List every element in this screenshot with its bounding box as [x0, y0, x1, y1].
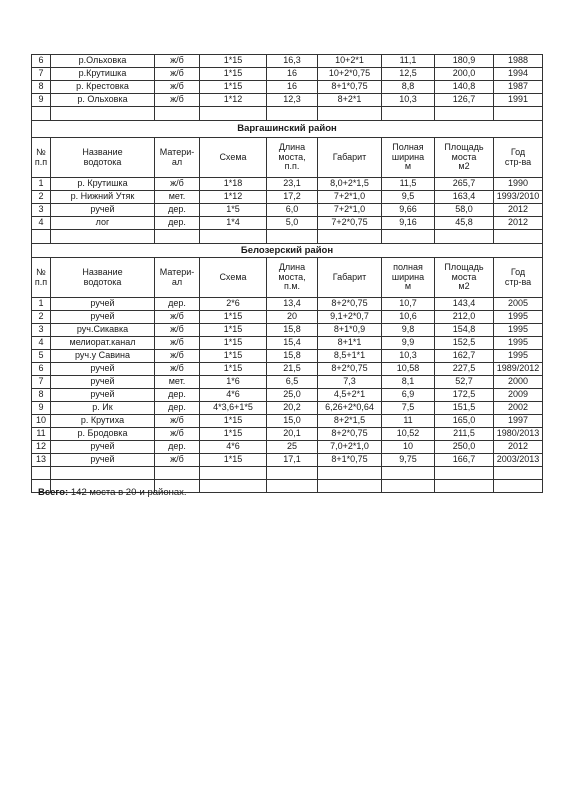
table-row: [32, 204, 543, 217]
table-cell: 227,5: [435, 363, 494, 376]
table-cell: 8,8: [382, 81, 435, 94]
table-cell: 1*15: [200, 324, 267, 337]
table-cell: 1*15: [200, 311, 267, 324]
table-cell: дер.: [155, 402, 200, 415]
table-cell: 8+2*0,75: [318, 428, 382, 441]
table-cell: 165,0: [435, 415, 494, 428]
column-header: Длина моста, п.м.: [267, 258, 318, 298]
table-cell: 3: [32, 324, 51, 337]
table-cell: ручей: [51, 441, 155, 454]
table-cell: 8+2*1,5: [318, 415, 382, 428]
table-cell: 2002: [494, 402, 543, 415]
table-cell: 1990: [494, 178, 543, 191]
empty-cell: [155, 230, 200, 244]
table-cell: 212,0: [435, 311, 494, 324]
table-cell: 15,4: [267, 337, 318, 350]
table-cell: 7+2*1,0: [318, 204, 382, 217]
table-cell: 265,7: [435, 178, 494, 191]
table-cell: ручей: [51, 376, 155, 389]
table-cell: 17,1: [267, 454, 318, 467]
column-header: № п.п: [32, 258, 51, 298]
empty-cell: [494, 107, 543, 121]
table-cell: 11: [382, 415, 435, 428]
table-row: [32, 191, 543, 204]
empty-cell: [32, 107, 51, 121]
table-cell: 8,1: [382, 376, 435, 389]
table-cell: 1*15: [200, 350, 267, 363]
empty-cell: [155, 107, 200, 121]
table-cell: 2: [32, 311, 51, 324]
table-cell: 4,5+2*1: [318, 389, 382, 402]
column-header: Название водотока: [51, 258, 155, 298]
table-cell: дер.: [155, 389, 200, 402]
section-title: Белозерский район: [32, 244, 543, 258]
table-cell: мет.: [155, 376, 200, 389]
table-cell: 7: [32, 376, 51, 389]
table-cell: 1*15: [200, 337, 267, 350]
table-cell: 5: [32, 350, 51, 363]
empty-row: [32, 230, 543, 244]
table-cell: 16,3: [267, 55, 318, 68]
table-cell: 10+2*1: [318, 55, 382, 68]
header-row: [32, 258, 543, 298]
table-cell: ж/б: [155, 94, 200, 107]
table-cell: 180,9: [435, 55, 494, 68]
column-header: Габарит: [318, 138, 382, 178]
column-header: Габарит: [318, 258, 382, 298]
table-cell: 8,5+1*1: [318, 350, 382, 363]
bridges-table: [31, 54, 543, 493]
table-cell: 20,1: [267, 428, 318, 441]
table-cell: 15,8: [267, 350, 318, 363]
empty-cell: [51, 230, 155, 244]
table-cell: р. Крестовка: [51, 81, 155, 94]
table-cell: 10,7: [382, 298, 435, 311]
table-cell: 3: [32, 204, 51, 217]
empty-cell: [494, 480, 543, 493]
table-cell: 1*15: [200, 363, 267, 376]
table-cell: ручей: [51, 454, 155, 467]
section-title-row: [32, 121, 543, 138]
table-cell: 25,0: [267, 389, 318, 402]
table-cell: дер.: [155, 298, 200, 311]
empty-cell: [435, 107, 494, 121]
table-row: [32, 402, 543, 415]
table-cell: 23,1: [267, 178, 318, 191]
table-cell: 1994: [494, 68, 543, 81]
empty-cell: [318, 107, 382, 121]
empty-cell: [382, 107, 435, 121]
table-cell: 1993/2010: [494, 191, 543, 204]
table-cell: 1991: [494, 94, 543, 107]
empty-cell: [32, 230, 51, 244]
table-row: [32, 298, 543, 311]
table-cell: 9,5: [382, 191, 435, 204]
table-cell: 126,7: [435, 94, 494, 107]
table-cell: 20: [267, 311, 318, 324]
table-cell: руч.Сикавка: [51, 324, 155, 337]
table-cell: 1995: [494, 311, 543, 324]
empty-cell: [435, 230, 494, 244]
table-cell: 163,4: [435, 191, 494, 204]
table-cell: 6: [32, 363, 51, 376]
table-cell: 8+2*0,75: [318, 363, 382, 376]
column-header: № п.п: [32, 138, 51, 178]
table-cell: дер.: [155, 441, 200, 454]
table-cell: 6: [32, 55, 51, 68]
table-cell: 1*15: [200, 454, 267, 467]
table-cell: 8,0+2*1,5: [318, 178, 382, 191]
column-header: Матери- ал: [155, 258, 200, 298]
column-header: Полная ширина м: [382, 138, 435, 178]
table-row: [32, 68, 543, 81]
table-cell: 162,7: [435, 350, 494, 363]
table-row: [32, 363, 543, 376]
table-cell: р. Крутиха: [51, 415, 155, 428]
table-cell: 6,26+2*0,64: [318, 402, 382, 415]
table-cell: 154,8: [435, 324, 494, 337]
section-title: Варгашинский район: [32, 121, 543, 138]
table-row: [32, 94, 543, 107]
table-cell: 140,8: [435, 81, 494, 94]
table-row: [32, 178, 543, 191]
table-cell: ручей: [51, 298, 155, 311]
table-cell: 11,1: [382, 55, 435, 68]
table-cell: 58,0: [435, 204, 494, 217]
table-cell: ж/б: [155, 324, 200, 337]
empty-cell: [200, 467, 267, 480]
table-cell: 15,8: [267, 324, 318, 337]
table-cell: 1989/2012: [494, 363, 543, 376]
table-cell: 200,0: [435, 68, 494, 81]
table-cell: 10,3: [382, 350, 435, 363]
table-cell: 9,8: [382, 324, 435, 337]
table-cell: 7,3: [318, 376, 382, 389]
table-cell: ручей: [51, 363, 155, 376]
table-cell: ручей: [51, 389, 155, 402]
table-cell: 143,4: [435, 298, 494, 311]
table-cell: 2000: [494, 376, 543, 389]
table-cell: 2*6: [200, 298, 267, 311]
table-cell: 17,2: [267, 191, 318, 204]
column-header: Матери- ал: [155, 138, 200, 178]
table-cell: дер.: [155, 217, 200, 230]
table-cell: 4*6: [200, 389, 267, 402]
section-title-row: [32, 244, 543, 258]
column-header: Название водотока: [51, 138, 155, 178]
table-cell: 10,58: [382, 363, 435, 376]
table-cell: 7+2*0,75: [318, 217, 382, 230]
empty-cell: [32, 467, 51, 480]
table-cell: р.Крутишка: [51, 68, 155, 81]
table-cell: 9,66: [382, 204, 435, 217]
empty-cell: [51, 467, 155, 480]
empty-cell: [267, 480, 318, 493]
table-cell: р. Нижний Утяк: [51, 191, 155, 204]
table-cell: 2012: [494, 204, 543, 217]
table-cell: 172,5: [435, 389, 494, 402]
table-row: [32, 441, 543, 454]
table-cell: 1988: [494, 55, 543, 68]
empty-row: [32, 467, 543, 480]
table-row: [32, 350, 543, 363]
column-header: Длина моста, п.п.: [267, 138, 318, 178]
table-cell: 2003/2013: [494, 454, 543, 467]
table-cell: 1*15: [200, 415, 267, 428]
empty-cell: [494, 230, 543, 244]
total-text: 142 моста в 20-и районах.: [70, 487, 187, 498]
table-cell: ж/б: [155, 178, 200, 191]
table-cell: 13,4: [267, 298, 318, 311]
table-cell: 10,3: [382, 94, 435, 107]
table-cell: р. Ик: [51, 402, 155, 415]
table-cell: мет.: [155, 191, 200, 204]
table-cell: 2005: [494, 298, 543, 311]
empty-cell: [382, 480, 435, 493]
table-row: [32, 217, 543, 230]
table-cell: 2012: [494, 441, 543, 454]
table-cell: 2009: [494, 389, 543, 402]
table-cell: 6,5: [267, 376, 318, 389]
table-cell: 2: [32, 191, 51, 204]
table-cell: 1*12: [200, 94, 267, 107]
table-cell: 9: [32, 402, 51, 415]
table-cell: 8+1*0,9: [318, 324, 382, 337]
table-row: [32, 428, 543, 441]
table-cell: 1995: [494, 337, 543, 350]
table-cell: 1*15: [200, 81, 267, 94]
table-cell: ж/б: [155, 55, 200, 68]
table-cell: 25: [267, 441, 318, 454]
table-cell: 7,5: [382, 402, 435, 415]
table-cell: 1995: [494, 350, 543, 363]
table-cell: 151,5: [435, 402, 494, 415]
table-cell: ж/б: [155, 363, 200, 376]
table-cell: 211,5: [435, 428, 494, 441]
table-cell: ручей: [51, 204, 155, 217]
table-row: [32, 324, 543, 337]
table-row: [32, 389, 543, 402]
table-cell: руч.у Савина: [51, 350, 155, 363]
table-cell: р.Ольховка: [51, 55, 155, 68]
table-row: [32, 311, 543, 324]
header-row: [32, 138, 543, 178]
table-cell: 1*5: [200, 204, 267, 217]
table-cell: 1: [32, 178, 51, 191]
table-cell: 12,3: [267, 94, 318, 107]
table-cell: дер.: [155, 204, 200, 217]
table-cell: ж/б: [155, 337, 200, 350]
table-cell: 10,6: [382, 311, 435, 324]
table-cell: ж/б: [155, 415, 200, 428]
table-cell: ж/б: [155, 454, 200, 467]
table-cell: 16: [267, 68, 318, 81]
table-cell: 2012: [494, 217, 543, 230]
table-cell: 8+2*1: [318, 94, 382, 107]
table-cell: 10: [382, 441, 435, 454]
table-cell: 152,5: [435, 337, 494, 350]
table-cell: 1997: [494, 415, 543, 428]
empty-row: [32, 107, 543, 121]
empty-cell: [51, 107, 155, 121]
table-cell: 7+2*1,0: [318, 191, 382, 204]
table-cell: 1*15: [200, 428, 267, 441]
table-cell: ж/б: [155, 311, 200, 324]
table-cell: 6,9: [382, 389, 435, 402]
column-header: Схема: [200, 258, 267, 298]
table-cell: 1987: [494, 81, 543, 94]
table-cell: 12: [32, 441, 51, 454]
table-cell: 45,8: [435, 217, 494, 230]
table-cell: 1980/2013: [494, 428, 543, 441]
empty-cell: [435, 480, 494, 493]
table-cell: 4: [32, 337, 51, 350]
empty-cell: [318, 230, 382, 244]
table-cell: 11: [32, 428, 51, 441]
table-cell: 9,9: [382, 337, 435, 350]
total-line: [38, 487, 187, 498]
table-cell: ручей: [51, 311, 155, 324]
table-cell: 10: [32, 415, 51, 428]
table-cell: 1*4: [200, 217, 267, 230]
empty-cell: [494, 467, 543, 480]
column-header: Схема: [200, 138, 267, 178]
table-cell: 8: [32, 389, 51, 402]
empty-cell: [267, 107, 318, 121]
table-cell: 9,16: [382, 217, 435, 230]
table-cell: 1*15: [200, 55, 267, 68]
table-row: [32, 454, 543, 467]
table-cell: 7: [32, 68, 51, 81]
table-cell: 1995: [494, 324, 543, 337]
table-cell: 16: [267, 81, 318, 94]
table-cell: 4: [32, 217, 51, 230]
empty-cell: [318, 467, 382, 480]
table-cell: 9,1+2*0,7: [318, 311, 382, 324]
table-cell: 10+2*0,75: [318, 68, 382, 81]
table-cell: 166,7: [435, 454, 494, 467]
table-cell: р. Ольховка: [51, 94, 155, 107]
table-cell: 20,2: [267, 402, 318, 415]
column-header: Площадь моста м2: [435, 138, 494, 178]
table-cell: 52,7: [435, 376, 494, 389]
table-cell: ж/б: [155, 81, 200, 94]
table-cell: мелиорат.канал: [51, 337, 155, 350]
empty-cell: [318, 480, 382, 493]
table-cell: 12,5: [382, 68, 435, 81]
table-cell: 1*15: [200, 68, 267, 81]
table-cell: 1*6: [200, 376, 267, 389]
table-cell: 6,0: [267, 204, 318, 217]
table-cell: 8+1*1: [318, 337, 382, 350]
table-cell: 1*18: [200, 178, 267, 191]
table-cell: 250,0: [435, 441, 494, 454]
table-cell: 10,52: [382, 428, 435, 441]
table-cell: 15,0: [267, 415, 318, 428]
empty-cell: [200, 230, 267, 244]
table-cell: 1: [32, 298, 51, 311]
table-cell: 21,5: [267, 363, 318, 376]
column-header: Площадь моста м2: [435, 258, 494, 298]
table-row: [32, 55, 543, 68]
table-cell: 13: [32, 454, 51, 467]
table-cell: 11,5: [382, 178, 435, 191]
table-row: [32, 81, 543, 94]
empty-cell: [155, 467, 200, 480]
table-cell: 9,75: [382, 454, 435, 467]
table-cell: лог: [51, 217, 155, 230]
empty-cell: [200, 107, 267, 121]
table-cell: р. Крутишка: [51, 178, 155, 191]
table-row: [32, 415, 543, 428]
empty-cell: [200, 480, 267, 493]
table-cell: 8: [32, 81, 51, 94]
table-cell: ж/б: [155, 68, 200, 81]
table-cell: 8+2*0,75: [318, 298, 382, 311]
table-cell: р. Бродовка: [51, 428, 155, 441]
empty-cell: [267, 230, 318, 244]
table-cell: 9: [32, 94, 51, 107]
table-cell: 8+1*0,75: [318, 81, 382, 94]
empty-cell: [382, 230, 435, 244]
table-cell: ж/б: [155, 428, 200, 441]
table-cell: ж/б: [155, 350, 200, 363]
empty-cell: [435, 467, 494, 480]
total-label: Всего:: [38, 487, 69, 498]
column-header: Год стр-ва: [494, 258, 543, 298]
column-header: Год стр-ва: [494, 138, 543, 178]
table-row: [32, 337, 543, 350]
table-row: [32, 376, 543, 389]
table-cell: 5,0: [267, 217, 318, 230]
table-cell: 1*12: [200, 191, 267, 204]
column-header: полная ширина м: [382, 258, 435, 298]
table-cell: 8+1*0,75: [318, 454, 382, 467]
table-cell: 4*6: [200, 441, 267, 454]
table-cell: 4*3,6+1*5: [200, 402, 267, 415]
table-cell: 7,0+2*1,0: [318, 441, 382, 454]
empty-cell: [382, 467, 435, 480]
empty-cell: [267, 467, 318, 480]
